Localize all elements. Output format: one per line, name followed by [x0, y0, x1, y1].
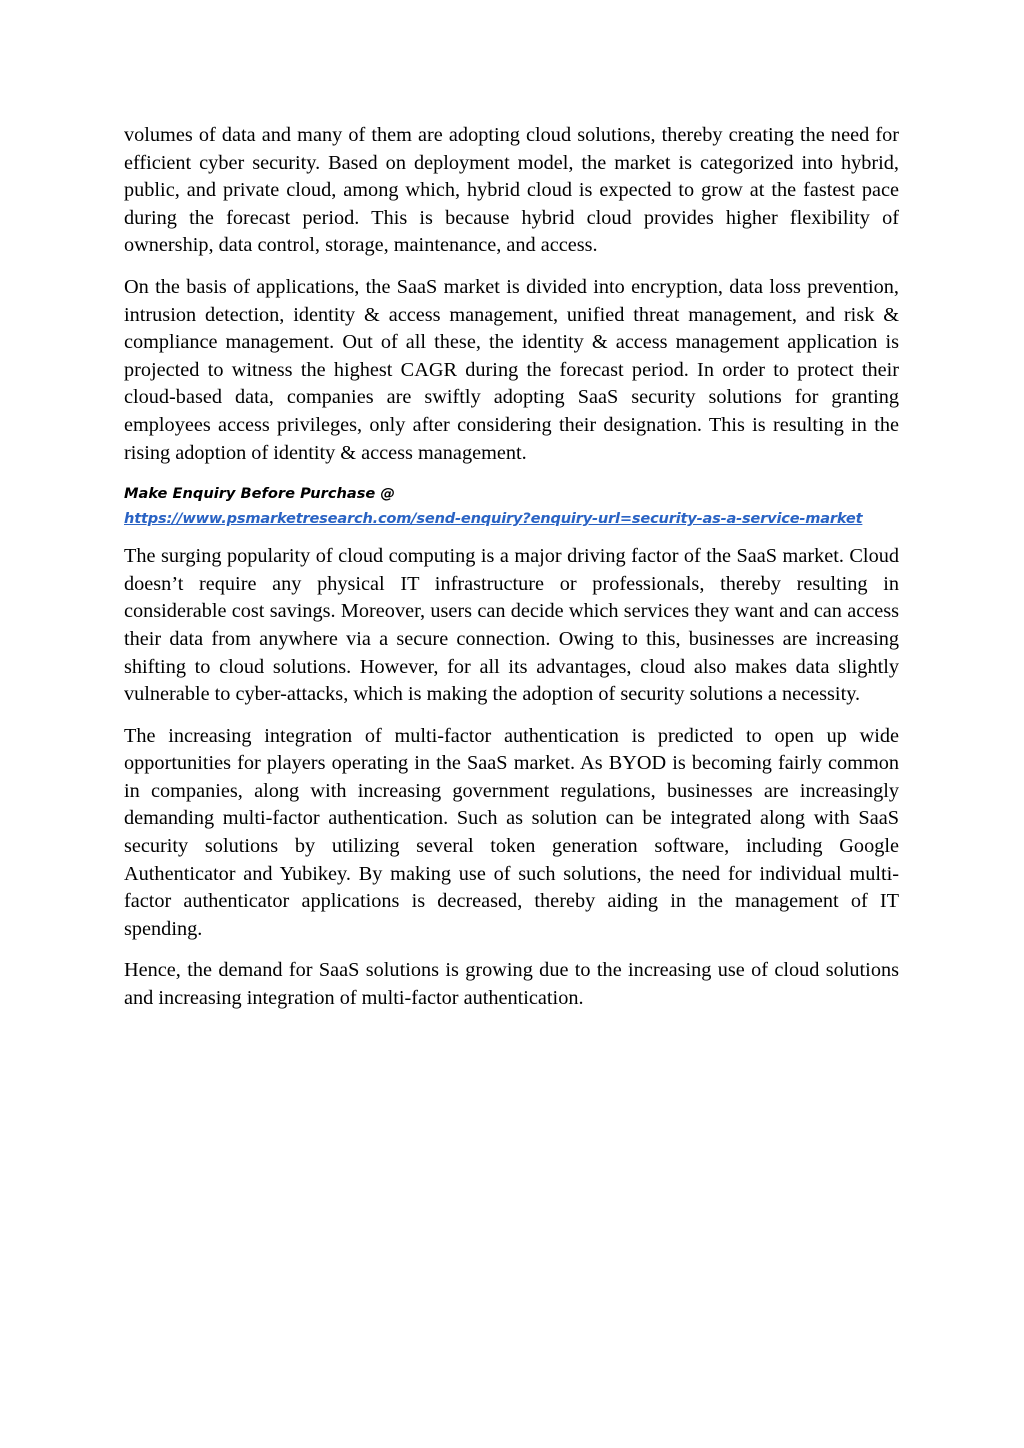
paragraph-cloud-computing: The surging popularity of cloud computing is a major driving factor of the SaaS market. Cloud doesn’t require any physical IT infrastructure or professionals, thereby resulting in considerable cost savings. Moreover, users can decide which services they want and can access their data from anywhere via a secure connection. Owing to this, businesses are increasing shifting to cloud solutions. However, for all its advantages, cloud also makes data slightly vulnerable to cyber-attacks, which is making the adoption of security solutions a necessity.	[124, 545, 899, 706]
enquiry-block	[124, 481, 899, 531]
document-page	[124, 122, 899, 1027]
paragraph-deployment-model: volumes of data and many of them are adopting cloud solutions, thereby creating the need for efficient cyber security. Based on deployment model, the market is categorized into hybrid, public, and private cloud, among which, hybrid cloud is expected to grow at the fastest pace during the forecast period. This is because hybrid cloud provides higher flexibility of ownership, data control, storage, maintenance, and access.	[124, 124, 899, 257]
enquiry-label: Make Enquiry Before Purchase @	[124, 485, 396, 503]
paragraph-applications: On the basis of applications, the SaaS market is divided into encryption, data loss prevention, intrusion detection, identity & access management, unified threat management, and risk & compliance management. Out of all these, the identity & access management application is projected to witness the highest CAGR during the forecast period. In order to protect their cloud-based data, companies are swiftly adopting SaaS security solutions for granting employees access privileges, only after considering their designation. This is resulting in the rising adoption of identity & access management.	[124, 275, 899, 464]
paragraph-conclusion: Hence, the demand for SaaS solutions is growing due to the increasing use of cloud solutions and increasing integration of multi-factor authentication.	[124, 959, 899, 1010]
enquiry-link[interactable]: https://www.psmarketresearch.com/send-enquiry?enquiry-url=security-as-a-service-market	[124, 510, 863, 528]
paragraph-multi-factor: The increasing integration of multi-factor authentication is predicted to open up wide opportunities for players operating in the SaaS market. As BYOD is becoming fairly common in companies, along with increasing government regulations, businesses are increasingly demanding multi-factor authentication. Such as solution can be integrated along with SaaS security solutions by utilizing several token generation software, including Google Authenticator and Yubikey. By making use of such solutions, the need for individual multi-factor authenticator applications is decreased, thereby aiding in the management of IT spending.	[124, 724, 899, 940]
